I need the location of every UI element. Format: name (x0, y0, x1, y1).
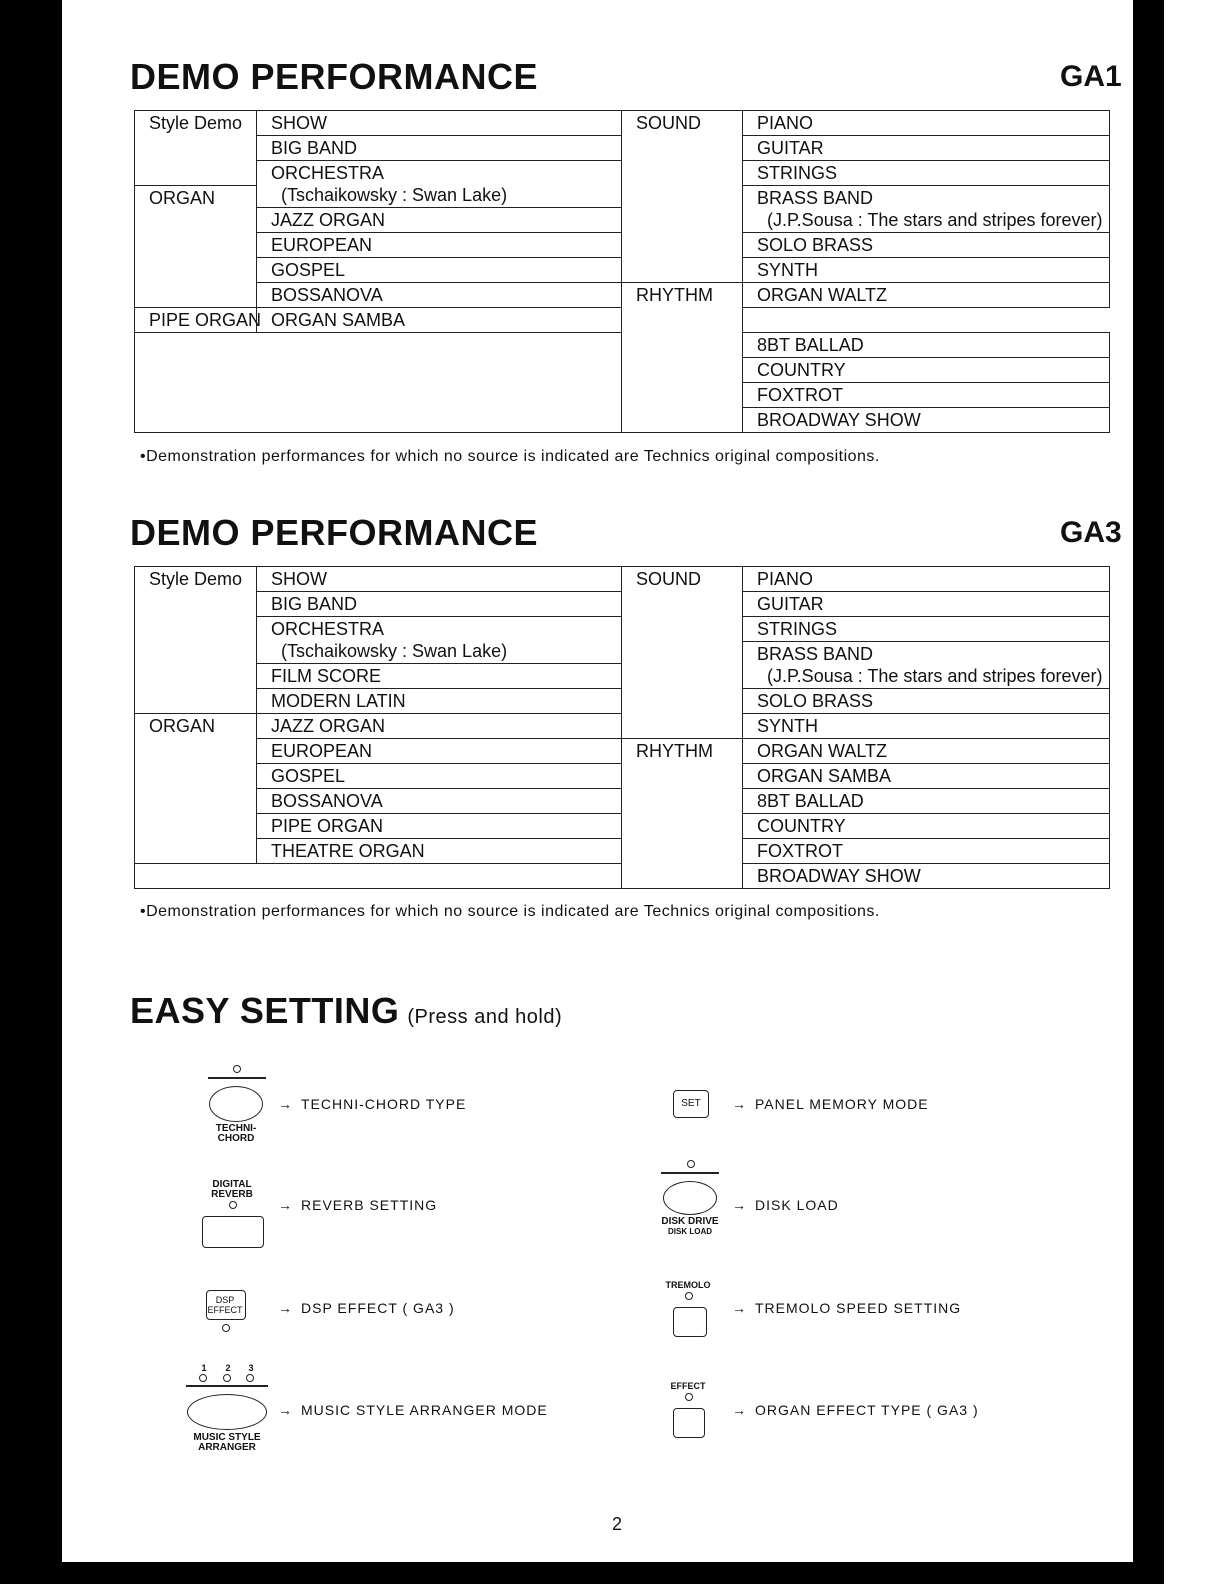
music-style-label-1: MUSIC STYLE (193, 1432, 261, 1443)
music-style-led-number: 2 (225, 1363, 231, 1373)
ga1-sound-item: GUITAR (743, 136, 1110, 161)
panel-memory-mode-label: PANEL MEMORY MODE (755, 1096, 929, 1112)
ga3-note: •Demonstration performances for which no source is indicated are Technics original compositions. (140, 903, 880, 920)
ga3-sound-item-source: (J.P.Sousa : The stars and stripes forever) (767, 666, 1103, 686)
arrow-icon: → (732, 1096, 747, 1112)
ga1-organ-item: JAZZ ORGAN (257, 208, 622, 233)
techni-chord-button-label (196, 1124, 276, 1144)
ga1-style-item (257, 161, 622, 208)
disk-drive-label-1: DISK DRIVE (661, 1216, 719, 1227)
ga3-organ-item: EUROPEAN (257, 739, 622, 764)
easy-setting-subtitle: (Press and hold) (407, 1006, 563, 1028)
digital-reverb-button-label (192, 1180, 272, 1200)
ga3-rhythm-item: FOXTROT (743, 839, 1110, 864)
music-style-arranger-label: MUSIC STYLE ARRANGER MODE (301, 1402, 548, 1418)
techni-chord-led-icon (233, 1065, 241, 1073)
bottom-border (62, 1562, 1133, 1584)
ga3-organ-item: BOSSANOVA (257, 789, 622, 814)
ga3-empty-cell (135, 864, 622, 889)
ga1-sound-item (743, 186, 1110, 233)
ga1-rhythm-label: RHYTHM (622, 283, 743, 433)
easy-setting-title (130, 990, 562, 1032)
ga1-rhythm-item: 8BT BALLAD (743, 333, 1110, 358)
ga3-style-item: MODERN LATIN (257, 689, 622, 714)
ga1-style-item: SHOW (257, 111, 622, 136)
dsp-effect-label-1: DSP (215, 1295, 235, 1305)
disk-drive-bar (661, 1172, 719, 1174)
ga3-title: DEMO PERFORMANCE (130, 512, 539, 553)
ga3-sound-item-name: BRASS BAND (757, 644, 874, 664)
ga1-style-demo-label: Style Demo (135, 111, 257, 186)
ga1-sound-label: SOUND (622, 111, 743, 283)
techni-chord-bar (208, 1077, 266, 1079)
techni-chord-type-label: TECHNI-CHORD TYPE (301, 1096, 467, 1112)
ga1-rhythm-item: ORGAN SAMBA (257, 308, 622, 333)
ga3-rhythm-item: ORGAN WALTZ (743, 739, 1110, 764)
ga3-organ-item: THEATRE ORGAN (257, 839, 622, 864)
panel-memory-item (732, 1096, 929, 1112)
tremolo-speed-item (732, 1300, 961, 1316)
left-border (0, 0, 62, 1584)
ga1-organ-label: ORGAN (135, 186, 257, 308)
ga1-sound-item-source: (J.P.Sousa : The stars and stripes forever) (767, 210, 1103, 230)
arrow-icon: → (278, 1096, 293, 1112)
ga1-organ-item: PIPE ORGAN (135, 308, 257, 333)
disk-drive-label-2: DISK LOAD (668, 1227, 712, 1236)
ga1-model: GA1 (1060, 60, 1122, 93)
effect-led-icon (685, 1393, 693, 1401)
ga3-sound-item: STRINGS (743, 617, 1110, 642)
ga3-style-item-name: ORCHESTRA (271, 619, 385, 639)
ga1-sound-item: STRINGS (743, 161, 1110, 186)
ga3-organ-item: JAZZ ORGAN (257, 714, 622, 739)
ga1-sound-item: PIANO (743, 111, 1110, 136)
ga1-demo-table (134, 110, 1110, 433)
disk-drive-button[interactable] (663, 1181, 717, 1215)
ga1-title: DEMO PERFORMANCE (130, 56, 539, 97)
ga1-empty-cell (135, 333, 622, 433)
page-number: 2 (612, 1514, 623, 1534)
set-button-label: SET (681, 1098, 701, 1109)
techni-chord-label-1: TECHNI- (215, 1123, 257, 1134)
ga1-rhythm-item: ORGAN WALTZ (743, 283, 1110, 308)
ga3-rhythm-label: RHYTHM (622, 739, 743, 889)
arrow-icon: → (278, 1197, 293, 1213)
dsp-effect-label: DSP EFFECT ( GA3 ) (301, 1300, 455, 1316)
arrow-icon: → (732, 1300, 747, 1316)
techni-chord-button[interactable] (209, 1086, 263, 1122)
tremolo-speed-setting-label: TREMOLO SPEED SETTING (755, 1300, 962, 1316)
organ-effect-item (732, 1402, 979, 1418)
music-style-label-2: ARRANGER (198, 1442, 256, 1453)
ga1-sound-item: SOLO BRASS (743, 233, 1110, 258)
arrow-icon: → (278, 1402, 293, 1418)
dsp-effect-led-icon (222, 1324, 230, 1332)
dsp-effect-button-label (205, 1295, 245, 1315)
ga1-organ-item: EUROPEAN (257, 233, 622, 258)
ga3-organ-item: PIPE ORGAN (257, 814, 622, 839)
digital-reverb-label-1: DIGITAL (212, 1179, 252, 1190)
ga3-style-demo-label: Style Demo (135, 567, 257, 714)
digital-reverb-button[interactable] (202, 1216, 264, 1248)
tremolo-led-icon (685, 1292, 693, 1300)
ga1-sound-item: SYNTH (743, 258, 1110, 283)
ga1-style-item: BIG BAND (257, 136, 622, 161)
disk-load-item (732, 1197, 839, 1213)
techni-chord-item (278, 1096, 466, 1112)
ga1-rhythm-item: BROADWAY SHOW (743, 408, 1110, 433)
disk-drive-button-label (650, 1217, 730, 1237)
ga1-style-item-name: ORCHESTRA (271, 163, 385, 183)
ga3-style-item: FILM SCORE (257, 664, 622, 689)
ga1-organ-item: GOSPEL (257, 258, 622, 283)
music-style-led-1-icon (199, 1374, 207, 1382)
disk-load-label: DISK LOAD (755, 1197, 839, 1213)
reverb-setting-label: REVERB SETTING (301, 1197, 438, 1213)
organ-effect-type-label: ORGAN EFFECT TYPE ( GA3 ) (755, 1402, 979, 1418)
arrow-icon: → (278, 1300, 293, 1316)
music-style-item (278, 1402, 548, 1418)
effect-button[interactable] (673, 1408, 705, 1438)
ga1-rhythm-item: COUNTRY (743, 358, 1110, 383)
ga3-model: GA3 (1060, 516, 1122, 549)
music-style-button-label (186, 1433, 268, 1453)
arrow-icon: → (732, 1402, 747, 1418)
music-style-led-number: 3 (248, 1363, 254, 1373)
ga3-style-item: BIG BAND (257, 592, 622, 617)
techni-chord-label-2: CHORD (217, 1133, 255, 1144)
ga3-sound-item: PIANO (743, 567, 1110, 592)
ga3-demo-table (134, 566, 1110, 889)
arrow-icon: → (732, 1197, 747, 1213)
ga1-note: •Demonstration performances for which no source is indicated are Technics original compositions. (140, 448, 880, 465)
ga3-style-item: SHOW (257, 567, 622, 592)
reverb-setting-item (278, 1197, 437, 1213)
ga3-rhythm-item: ORGAN SAMBA (743, 764, 1110, 789)
ga3-rhythm-item: 8BT BALLAD (743, 789, 1110, 814)
ga3-sound-item: GUITAR (743, 592, 1110, 617)
ga3-rhythm-item: BROADWAY SHOW (743, 864, 1110, 889)
tremolo-button[interactable] (673, 1307, 707, 1337)
ga3-organ-label: ORGAN (135, 714, 257, 864)
music-style-arranger-button[interactable] (187, 1394, 267, 1430)
ga3-organ-item: GOSPEL (257, 764, 622, 789)
music-style-led-2-icon (223, 1374, 231, 1382)
dsp-effect-label-2: EFFECT (207, 1305, 243, 1315)
dsp-effect-item (278, 1300, 455, 1316)
digital-reverb-led-icon (229, 1201, 237, 1209)
ga3-style-item-source: (Tschaikowsky : Swan Lake) (281, 641, 508, 661)
right-border (1133, 0, 1164, 1584)
effect-button-label: EFFECT (670, 1381, 706, 1391)
music-style-bar (186, 1385, 268, 1387)
digital-reverb-label-2: REVERB (211, 1189, 253, 1200)
ga1-sound-item-name: BRASS BAND (757, 188, 874, 208)
ga3-sound-label: SOUND (622, 567, 743, 739)
ga3-style-item (257, 617, 622, 664)
ga3-rhythm-item: COUNTRY (743, 814, 1110, 839)
music-style-led-3-icon (246, 1374, 254, 1382)
easy-setting-heading: EASY SETTING (130, 990, 400, 1031)
ga3-sound-item: SOLO BRASS (743, 689, 1110, 714)
ga3-sound-item (743, 642, 1110, 689)
ga1-style-item-source: (Tschaikowsky : Swan Lake) (281, 185, 508, 205)
ga1-organ-item: BOSSANOVA (257, 283, 622, 308)
music-style-led-number: 1 (201, 1363, 207, 1373)
disk-drive-led-icon (687, 1160, 695, 1168)
tremolo-button-label: TREMOLO (665, 1280, 711, 1290)
ga3-sound-item: SYNTH (743, 714, 1110, 739)
ga1-rhythm-item: FOXTROT (743, 383, 1110, 408)
